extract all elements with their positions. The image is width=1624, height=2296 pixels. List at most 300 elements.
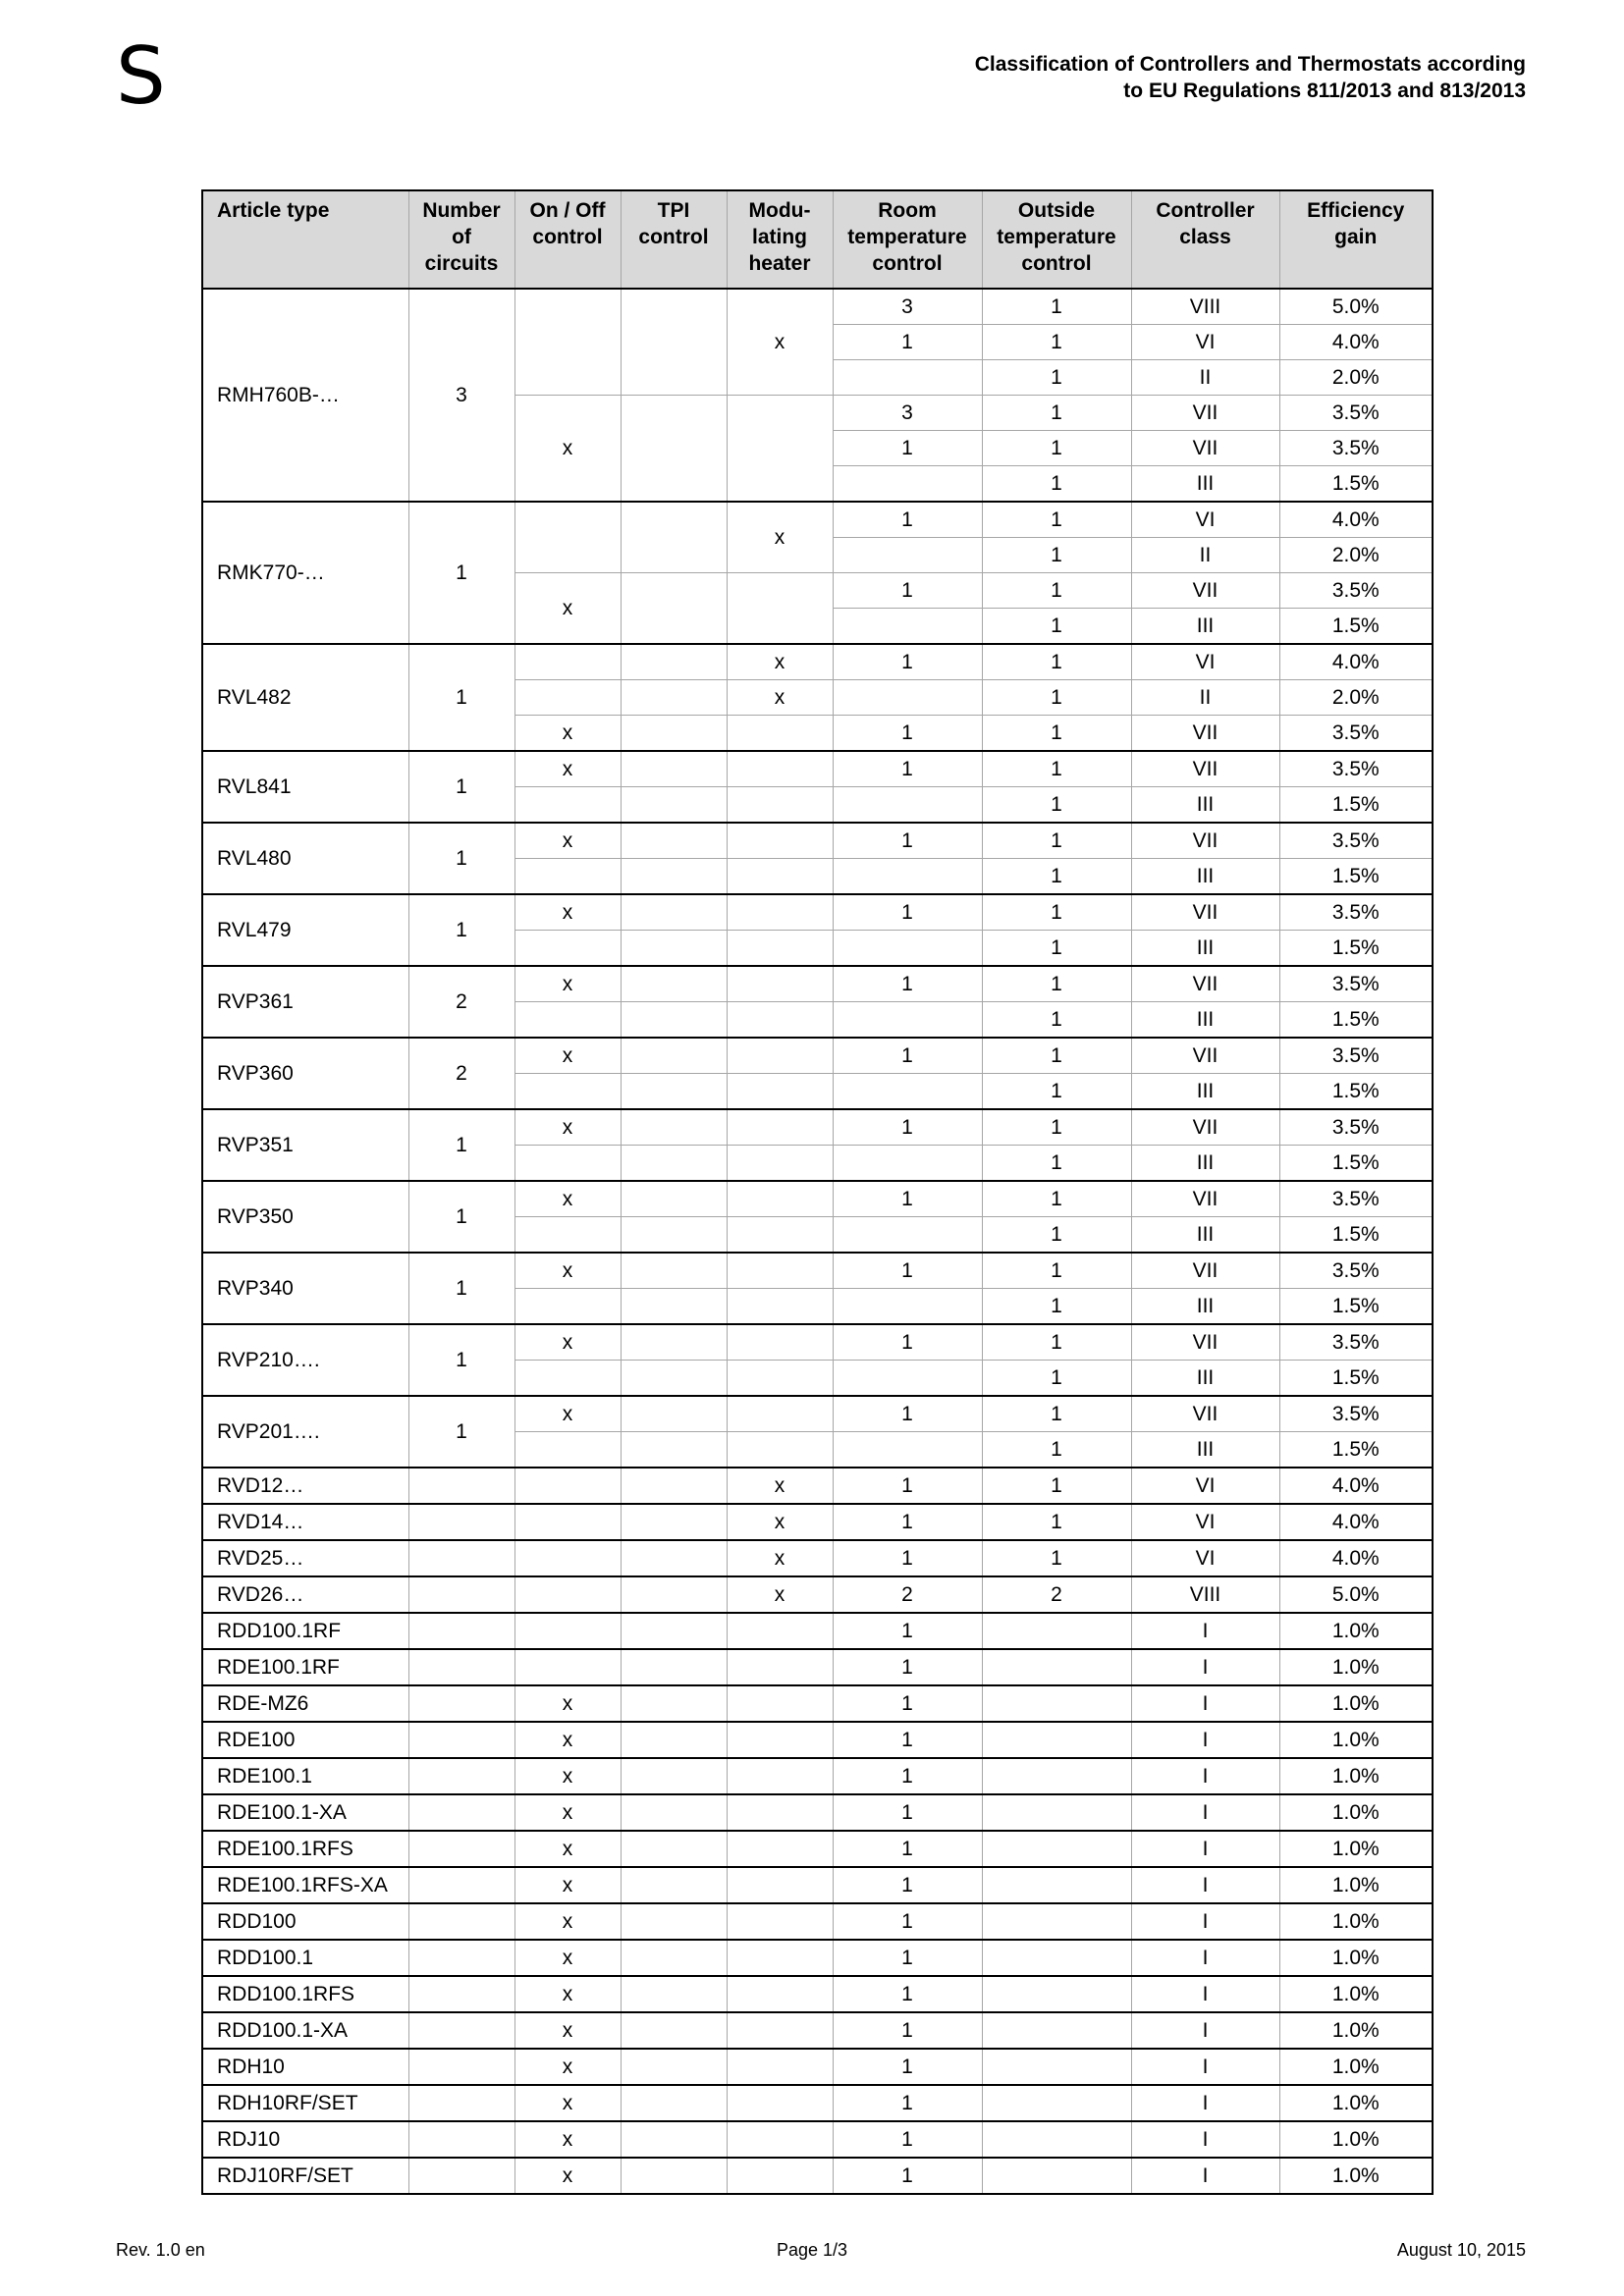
article-type-cell: RDJ10RF/SET <box>202 2158 408 2194</box>
modulating-heater-cell <box>727 1289 833 1325</box>
on-off-control-cell: x <box>514 966 621 1002</box>
outside-temperature-cell: 1 <box>982 787 1131 824</box>
outside-temperature-cell: 1 <box>982 538 1131 573</box>
outside-temperature-cell <box>982 1831 1131 1867</box>
outside-temperature-cell: 1 <box>982 1289 1131 1325</box>
tpi-control-cell <box>621 751 727 787</box>
on-off-control-cell <box>514 1504 621 1540</box>
room-temperature-cell: 1 <box>833 325 982 360</box>
outside-temperature-cell: 1 <box>982 894 1131 931</box>
article-type-cell: RVL479 <box>202 894 408 966</box>
column-header-line: heater <box>748 252 811 275</box>
article-type-cell: RDE100.1RF <box>202 1649 408 1685</box>
circuits-cell <box>408 1976 514 2012</box>
on-off-control-cell <box>514 1361 621 1397</box>
outside-temperature-cell: 1 <box>982 1217 1131 1254</box>
efficiency-gain-cell: 1.0% <box>1279 2121 1433 2158</box>
circuits-cell <box>408 1831 514 1867</box>
tpi-control-cell <box>621 716 727 752</box>
controller-class-cell: VII <box>1131 966 1279 1002</box>
on-off-control-cell: x <box>514 1109 621 1146</box>
table-row <box>202 1396 1433 1432</box>
table-row <box>202 1758 1433 1794</box>
room-temperature-cell: 1 <box>833 1903 982 1940</box>
modulating-heater-cell <box>727 1940 833 1976</box>
efficiency-gain-cell: 1.0% <box>1279 1722 1433 1758</box>
article-type-cell: RVD25… <box>202 1540 408 1576</box>
modulating-heater-cell <box>727 2012 833 2049</box>
room-temperature-cell: 1 <box>833 751 982 787</box>
article-type-cell: RDD100.1RFS <box>202 1976 408 2012</box>
room-temperature-cell: 2 <box>833 1576 982 1613</box>
table-row <box>202 1794 1433 1831</box>
controller-class-cell: VII <box>1131 716 1279 752</box>
modulating-heater-cell <box>727 1976 833 2012</box>
controller-class-cell: I <box>1131 1831 1279 1867</box>
modulating-heater-cell <box>727 966 833 1002</box>
controller-class-cell: I <box>1131 2158 1279 2194</box>
outside-temperature-cell: 1 <box>982 931 1131 967</box>
room-temperature-cell: 1 <box>833 1504 982 1540</box>
room-temperature-cell: 1 <box>833 966 982 1002</box>
controller-class-cell: III <box>1131 1289 1279 1325</box>
controller-class-cell: III <box>1131 466 1279 503</box>
outside-temperature-cell <box>982 2121 1131 2158</box>
efficiency-gain-cell: 2.0% <box>1279 360 1433 396</box>
modulating-heater-cell: x <box>727 1576 833 1613</box>
tpi-control-cell <box>621 1540 727 1576</box>
on-off-control-cell <box>514 1576 621 1613</box>
room-temperature-cell: 1 <box>833 573 982 609</box>
on-off-control-cell: x <box>514 2085 621 2121</box>
controller-class-cell: I <box>1131 1722 1279 1758</box>
controller-class-cell: III <box>1131 1361 1279 1397</box>
table-row <box>202 1468 1433 1504</box>
room-temperature-cell: 1 <box>833 1253 982 1289</box>
controller-class-cell: VI <box>1131 502 1279 538</box>
efficiency-gain-cell: 4.0% <box>1279 502 1433 538</box>
table-row <box>202 502 1433 538</box>
efficiency-gain-cell: 1.5% <box>1279 609 1433 645</box>
controller-class-cell: I <box>1131 2049 1279 2085</box>
efficiency-gain-cell: 1.5% <box>1279 859 1433 895</box>
modulating-heater-cell <box>727 1396 833 1432</box>
outside-temperature-cell: 1 <box>982 1074 1131 1110</box>
outside-temperature-cell: 1 <box>982 1324 1131 1361</box>
efficiency-gain-cell: 1.0% <box>1279 1794 1433 1831</box>
outside-temperature-cell: 1 <box>982 680 1131 716</box>
outside-temperature-cell: 1 <box>982 609 1131 645</box>
column-header <box>1279 190 1433 289</box>
room-temperature-cell: 3 <box>833 396 982 431</box>
table-row <box>202 2121 1433 2158</box>
table-row <box>202 823 1433 859</box>
efficiency-gain-cell: 1.0% <box>1279 1940 1433 1976</box>
article-type-cell: RMK770-… <box>202 502 408 644</box>
efficiency-gain-cell: 3.5% <box>1279 1324 1433 1361</box>
on-off-control-cell: x <box>514 716 621 752</box>
tpi-control-cell <box>621 644 727 680</box>
tpi-control-cell <box>621 1396 727 1432</box>
column-header-line: Outside <box>1017 199 1096 222</box>
footer-page-number: Page 1/3 <box>776 2240 848 2260</box>
on-off-control-cell: x <box>514 1867 621 1903</box>
room-temperature-cell <box>833 1146 982 1182</box>
tpi-control-cell <box>621 1867 727 1903</box>
on-off-control-cell: x <box>514 396 621 503</box>
article-type-cell: RDE100.1RFS <box>202 1831 408 1867</box>
circuits-cell <box>408 1576 514 1613</box>
efficiency-gain-cell: 3.5% <box>1279 751 1433 787</box>
modulating-heater-cell <box>727 2049 833 2085</box>
controller-class-cell: III <box>1131 859 1279 895</box>
efficiency-gain-cell: 1.5% <box>1279 1074 1433 1110</box>
table-row <box>202 1540 1433 1576</box>
on-off-control-cell <box>514 502 621 573</box>
on-off-control-cell: x <box>514 1396 621 1432</box>
article-type-cell: RDE100.1-XA <box>202 1794 408 1831</box>
article-type-cell: RVL480 <box>202 823 408 894</box>
article-type-cell: RVP210…. <box>202 1324 408 1396</box>
on-off-control-cell <box>514 289 621 396</box>
modulating-heater-cell <box>727 2121 833 2158</box>
efficiency-gain-cell: 3.5% <box>1279 1253 1433 1289</box>
tpi-control-cell <box>621 859 727 895</box>
circuits-cell <box>408 1903 514 1940</box>
article-type-cell: RVP201…. <box>202 1396 408 1468</box>
room-temperature-cell: 1 <box>833 823 982 859</box>
table-row <box>202 644 1433 680</box>
modulating-heater-cell <box>727 1432 833 1468</box>
on-off-control-cell: x <box>514 1903 621 1940</box>
room-temperature-cell <box>833 787 982 824</box>
document-title-line-1: Classification of Controllers and Thermostats according <box>974 53 1526 76</box>
room-temperature-cell: 3 <box>833 289 982 325</box>
circuits-cell <box>408 2049 514 2085</box>
efficiency-gain-cell: 1.0% <box>1279 1758 1433 1794</box>
tpi-control-cell <box>621 680 727 716</box>
outside-temperature-cell <box>982 1940 1131 1976</box>
controller-class-cell: I <box>1131 1867 1279 1903</box>
circuits-cell <box>408 2012 514 2049</box>
efficiency-gain-cell: 3.5% <box>1279 966 1433 1002</box>
table-row <box>202 1831 1433 1867</box>
room-temperature-cell <box>833 1289 982 1325</box>
table-body <box>202 289 1433 2194</box>
article-type-cell: RDD100 <box>202 1903 408 1940</box>
on-off-control-cell: x <box>514 573 621 645</box>
modulating-heater-cell <box>727 1324 833 1361</box>
column-header <box>202 190 408 289</box>
document-title-line-2: to EU Regulations 811/2013 and 813/2013 <box>1123 80 1526 102</box>
column-header-line: Article type <box>217 199 330 222</box>
circuits-cell <box>408 1758 514 1794</box>
outside-temperature-cell: 1 <box>982 966 1131 1002</box>
column-header-line: Room <box>878 199 937 222</box>
tpi-control-cell <box>621 573 727 645</box>
room-temperature-cell: 1 <box>833 1794 982 1831</box>
circuits-cell <box>408 1794 514 1831</box>
tpi-control-cell <box>621 1758 727 1794</box>
efficiency-gain-cell: 1.0% <box>1279 1649 1433 1685</box>
controller-class-cell: VII <box>1131 396 1279 431</box>
room-temperature-cell: 1 <box>833 1976 982 2012</box>
table-row <box>202 1038 1433 1074</box>
efficiency-gain-cell: 1.0% <box>1279 1867 1433 1903</box>
controller-class-cell: I <box>1131 1613 1279 1649</box>
article-type-cell: RDD100.1-XA <box>202 2012 408 2049</box>
on-off-control-cell: x <box>514 1976 621 2012</box>
modulating-heater-cell <box>727 2085 833 2121</box>
room-temperature-cell <box>833 931 982 967</box>
controller-class-cell: I <box>1131 1685 1279 1722</box>
controller-class-cell: I <box>1131 2121 1279 2158</box>
outside-temperature-cell <box>982 1976 1131 2012</box>
table-row <box>202 1324 1433 1361</box>
table-row <box>202 966 1433 1002</box>
modulating-heater-cell <box>727 751 833 787</box>
room-temperature-cell: 1 <box>833 2121 982 2158</box>
circuits-cell: 1 <box>408 823 514 894</box>
controller-class-cell: I <box>1131 1649 1279 1685</box>
outside-temperature-cell: 1 <box>982 716 1131 752</box>
room-temperature-cell: 1 <box>833 644 982 680</box>
column-header-line: TPI <box>657 199 690 222</box>
tpi-control-cell <box>621 1074 727 1110</box>
outside-temperature-cell: 1 <box>982 1181 1131 1217</box>
modulating-heater-cell <box>727 716 833 752</box>
on-off-control-cell: x <box>514 1831 621 1867</box>
circuits-cell: 2 <box>408 1038 514 1109</box>
efficiency-gain-cell: 3.5% <box>1279 573 1433 609</box>
column-header-line: control <box>1021 252 1092 275</box>
room-temperature-cell: 1 <box>833 1722 982 1758</box>
circuits-cell <box>408 1540 514 1576</box>
tpi-control-cell <box>621 966 727 1002</box>
room-temperature-cell: 1 <box>833 2049 982 2085</box>
on-off-control-cell <box>514 644 621 680</box>
room-temperature-cell <box>833 466 982 503</box>
outside-temperature-cell: 1 <box>982 1396 1131 1432</box>
tpi-control-cell <box>621 1432 727 1468</box>
tpi-control-cell <box>621 1181 727 1217</box>
on-off-control-cell: x <box>514 1324 621 1361</box>
tpi-control-cell <box>621 1146 727 1182</box>
article-type-cell: RDH10 <box>202 2049 408 2085</box>
table-row <box>202 1109 1433 1146</box>
modulating-heater-cell <box>727 787 833 824</box>
room-temperature-cell: 1 <box>833 894 982 931</box>
modulating-heater-cell <box>727 1146 833 1182</box>
table-row <box>202 2049 1433 2085</box>
controller-class-cell: VIII <box>1131 1576 1279 1613</box>
efficiency-gain-cell: 1.5% <box>1279 1289 1433 1325</box>
table-row <box>202 2085 1433 2121</box>
circuits-cell <box>408 1722 514 1758</box>
efficiency-gain-cell: 1.0% <box>1279 1685 1433 1722</box>
tpi-control-cell <box>621 1722 727 1758</box>
table-row <box>202 1685 1433 1722</box>
on-off-control-cell <box>514 1649 621 1685</box>
on-off-control-cell: x <box>514 1253 621 1289</box>
circuits-cell: 1 <box>408 1109 514 1181</box>
circuits-cell <box>408 1504 514 1540</box>
tpi-control-cell <box>621 2121 727 2158</box>
controller-class-cell: VIII <box>1131 289 1279 325</box>
modulating-heater-cell <box>727 823 833 859</box>
circuits-cell <box>408 1613 514 1649</box>
article-type-cell: RVP350 <box>202 1181 408 1253</box>
modulating-heater-cell: x <box>727 644 833 680</box>
efficiency-gain-cell: 3.5% <box>1279 1038 1433 1074</box>
efficiency-gain-cell: 1.0% <box>1279 1613 1433 1649</box>
modulating-heater-cell <box>727 1109 833 1146</box>
table-row <box>202 2158 1433 2194</box>
tpi-control-cell <box>621 2012 727 2049</box>
tpi-control-cell <box>621 1324 727 1361</box>
controller-class-cell: I <box>1131 1758 1279 1794</box>
outside-temperature-cell: 1 <box>982 502 1131 538</box>
efficiency-gain-cell: 2.0% <box>1279 538 1433 573</box>
circuits-cell <box>408 1685 514 1722</box>
outside-temperature-cell: 1 <box>982 573 1131 609</box>
tpi-control-cell <box>621 1976 727 2012</box>
outside-temperature-cell <box>982 1903 1131 1940</box>
controller-class-cell: III <box>1131 1432 1279 1468</box>
modulating-heater-cell <box>727 1613 833 1649</box>
controller-class-cell: VII <box>1131 1181 1279 1217</box>
controller-class-cell: VII <box>1131 751 1279 787</box>
tpi-control-cell <box>621 2085 727 2121</box>
modulating-heater-cell <box>727 1722 833 1758</box>
article-type-cell: RVP351 <box>202 1109 408 1181</box>
on-off-control-cell: x <box>514 2012 621 2049</box>
modulating-heater-cell <box>727 1074 833 1110</box>
table-row <box>202 1722 1433 1758</box>
efficiency-gain-cell: 4.0% <box>1279 1540 1433 1576</box>
room-temperature-cell <box>833 859 982 895</box>
controller-class-cell: I <box>1131 1940 1279 1976</box>
column-header <box>514 190 621 289</box>
on-off-control-cell: x <box>514 1940 621 1976</box>
article-type-cell: RDE100.1 <box>202 1758 408 1794</box>
on-off-control-cell: x <box>514 2121 621 2158</box>
article-type-cell: RDJ10 <box>202 2121 408 2158</box>
efficiency-gain-cell: 4.0% <box>1279 325 1433 360</box>
on-off-control-cell <box>514 1074 621 1110</box>
room-temperature-cell <box>833 1432 982 1468</box>
modulating-heater-cell <box>727 931 833 967</box>
outside-temperature-cell <box>982 1685 1131 1722</box>
efficiency-gain-cell: 5.0% <box>1279 1576 1433 1613</box>
modulating-heater-cell: x <box>727 680 833 716</box>
tpi-control-cell <box>621 1794 727 1831</box>
modulating-heater-cell <box>727 859 833 895</box>
efficiency-gain-cell: 3.5% <box>1279 716 1433 752</box>
column-header-line: temperature <box>847 226 967 248</box>
column-header <box>408 190 514 289</box>
efficiency-gain-cell: 1.5% <box>1279 1002 1433 1039</box>
modulating-heater-cell <box>727 1361 833 1397</box>
modulating-heater-cell <box>727 1217 833 1254</box>
efficiency-gain-cell: 5.0% <box>1279 289 1433 325</box>
room-temperature-cell: 1 <box>833 1181 982 1217</box>
efficiency-gain-cell: 1.0% <box>1279 2158 1433 2194</box>
outside-temperature-cell <box>982 2012 1131 2049</box>
column-header <box>621 190 727 289</box>
controller-class-cell: VI <box>1131 644 1279 680</box>
room-temperature-cell: 1 <box>833 1109 982 1146</box>
outside-temperature-cell: 1 <box>982 1146 1131 1182</box>
table-row <box>202 751 1433 787</box>
tpi-control-cell <box>621 1468 727 1504</box>
column-header <box>727 190 833 289</box>
article-type-cell: RDE100.1RFS-XA <box>202 1867 408 1903</box>
article-type-cell: RDE100 <box>202 1722 408 1758</box>
outside-temperature-cell: 1 <box>982 823 1131 859</box>
efficiency-gain-cell: 1.5% <box>1279 1432 1433 1468</box>
on-off-control-cell <box>514 1002 621 1039</box>
room-temperature-cell <box>833 538 982 573</box>
modulating-heater-cell <box>727 1181 833 1217</box>
footer-date: August 10, 2015 <box>1396 2240 1526 2260</box>
tpi-control-cell <box>621 1217 727 1254</box>
circuits-cell <box>408 2158 514 2194</box>
outside-temperature-cell: 1 <box>982 859 1131 895</box>
room-temperature-cell: 1 <box>833 2085 982 2121</box>
controller-class-cell: VII <box>1131 1038 1279 1074</box>
article-type-cell: RVL482 <box>202 644 408 751</box>
outside-temperature-cell: 1 <box>982 431 1131 466</box>
room-temperature-cell <box>833 1361 982 1397</box>
classification-table <box>201 189 1434 2195</box>
efficiency-gain-cell: 1.5% <box>1279 787 1433 824</box>
table-row <box>202 894 1433 931</box>
efficiency-gain-cell: 3.5% <box>1279 1109 1433 1146</box>
efficiency-gain-cell: 1.5% <box>1279 1217 1433 1254</box>
controller-class-cell: VII <box>1131 823 1279 859</box>
outside-temperature-cell: 1 <box>982 1109 1131 1146</box>
room-temperature-cell: 1 <box>833 716 982 752</box>
article-type-cell: RVL841 <box>202 751 408 823</box>
room-temperature-cell <box>833 1002 982 1039</box>
column-header-line: class <box>1179 226 1231 248</box>
controller-class-cell: VII <box>1131 1396 1279 1432</box>
on-off-control-cell <box>514 787 621 824</box>
tpi-control-cell <box>621 1685 727 1722</box>
controller-class-cell: III <box>1131 1146 1279 1182</box>
controller-class-cell: VII <box>1131 431 1279 466</box>
table-row <box>202 1649 1433 1685</box>
outside-temperature-cell <box>982 1722 1131 1758</box>
table-row <box>202 289 1433 325</box>
efficiency-gain-cell: 3.5% <box>1279 823 1433 859</box>
column-header-line: gain <box>1334 226 1378 248</box>
column-header-line: of <box>452 226 471 248</box>
tpi-control-cell <box>621 1831 727 1867</box>
controller-class-cell: VI <box>1131 1540 1279 1576</box>
table-row <box>202 1867 1433 1903</box>
modulating-heater-cell <box>727 1794 833 1831</box>
modulating-heater-cell: x <box>727 502 833 573</box>
outside-temperature-cell: 1 <box>982 1432 1131 1468</box>
room-temperature-cell: 1 <box>833 1613 982 1649</box>
outside-temperature-cell <box>982 1613 1131 1649</box>
table-row <box>202 1181 1433 1217</box>
room-temperature-cell: 1 <box>833 1831 982 1867</box>
efficiency-gain-cell: 1.0% <box>1279 2012 1433 2049</box>
outside-temperature-cell <box>982 2085 1131 2121</box>
